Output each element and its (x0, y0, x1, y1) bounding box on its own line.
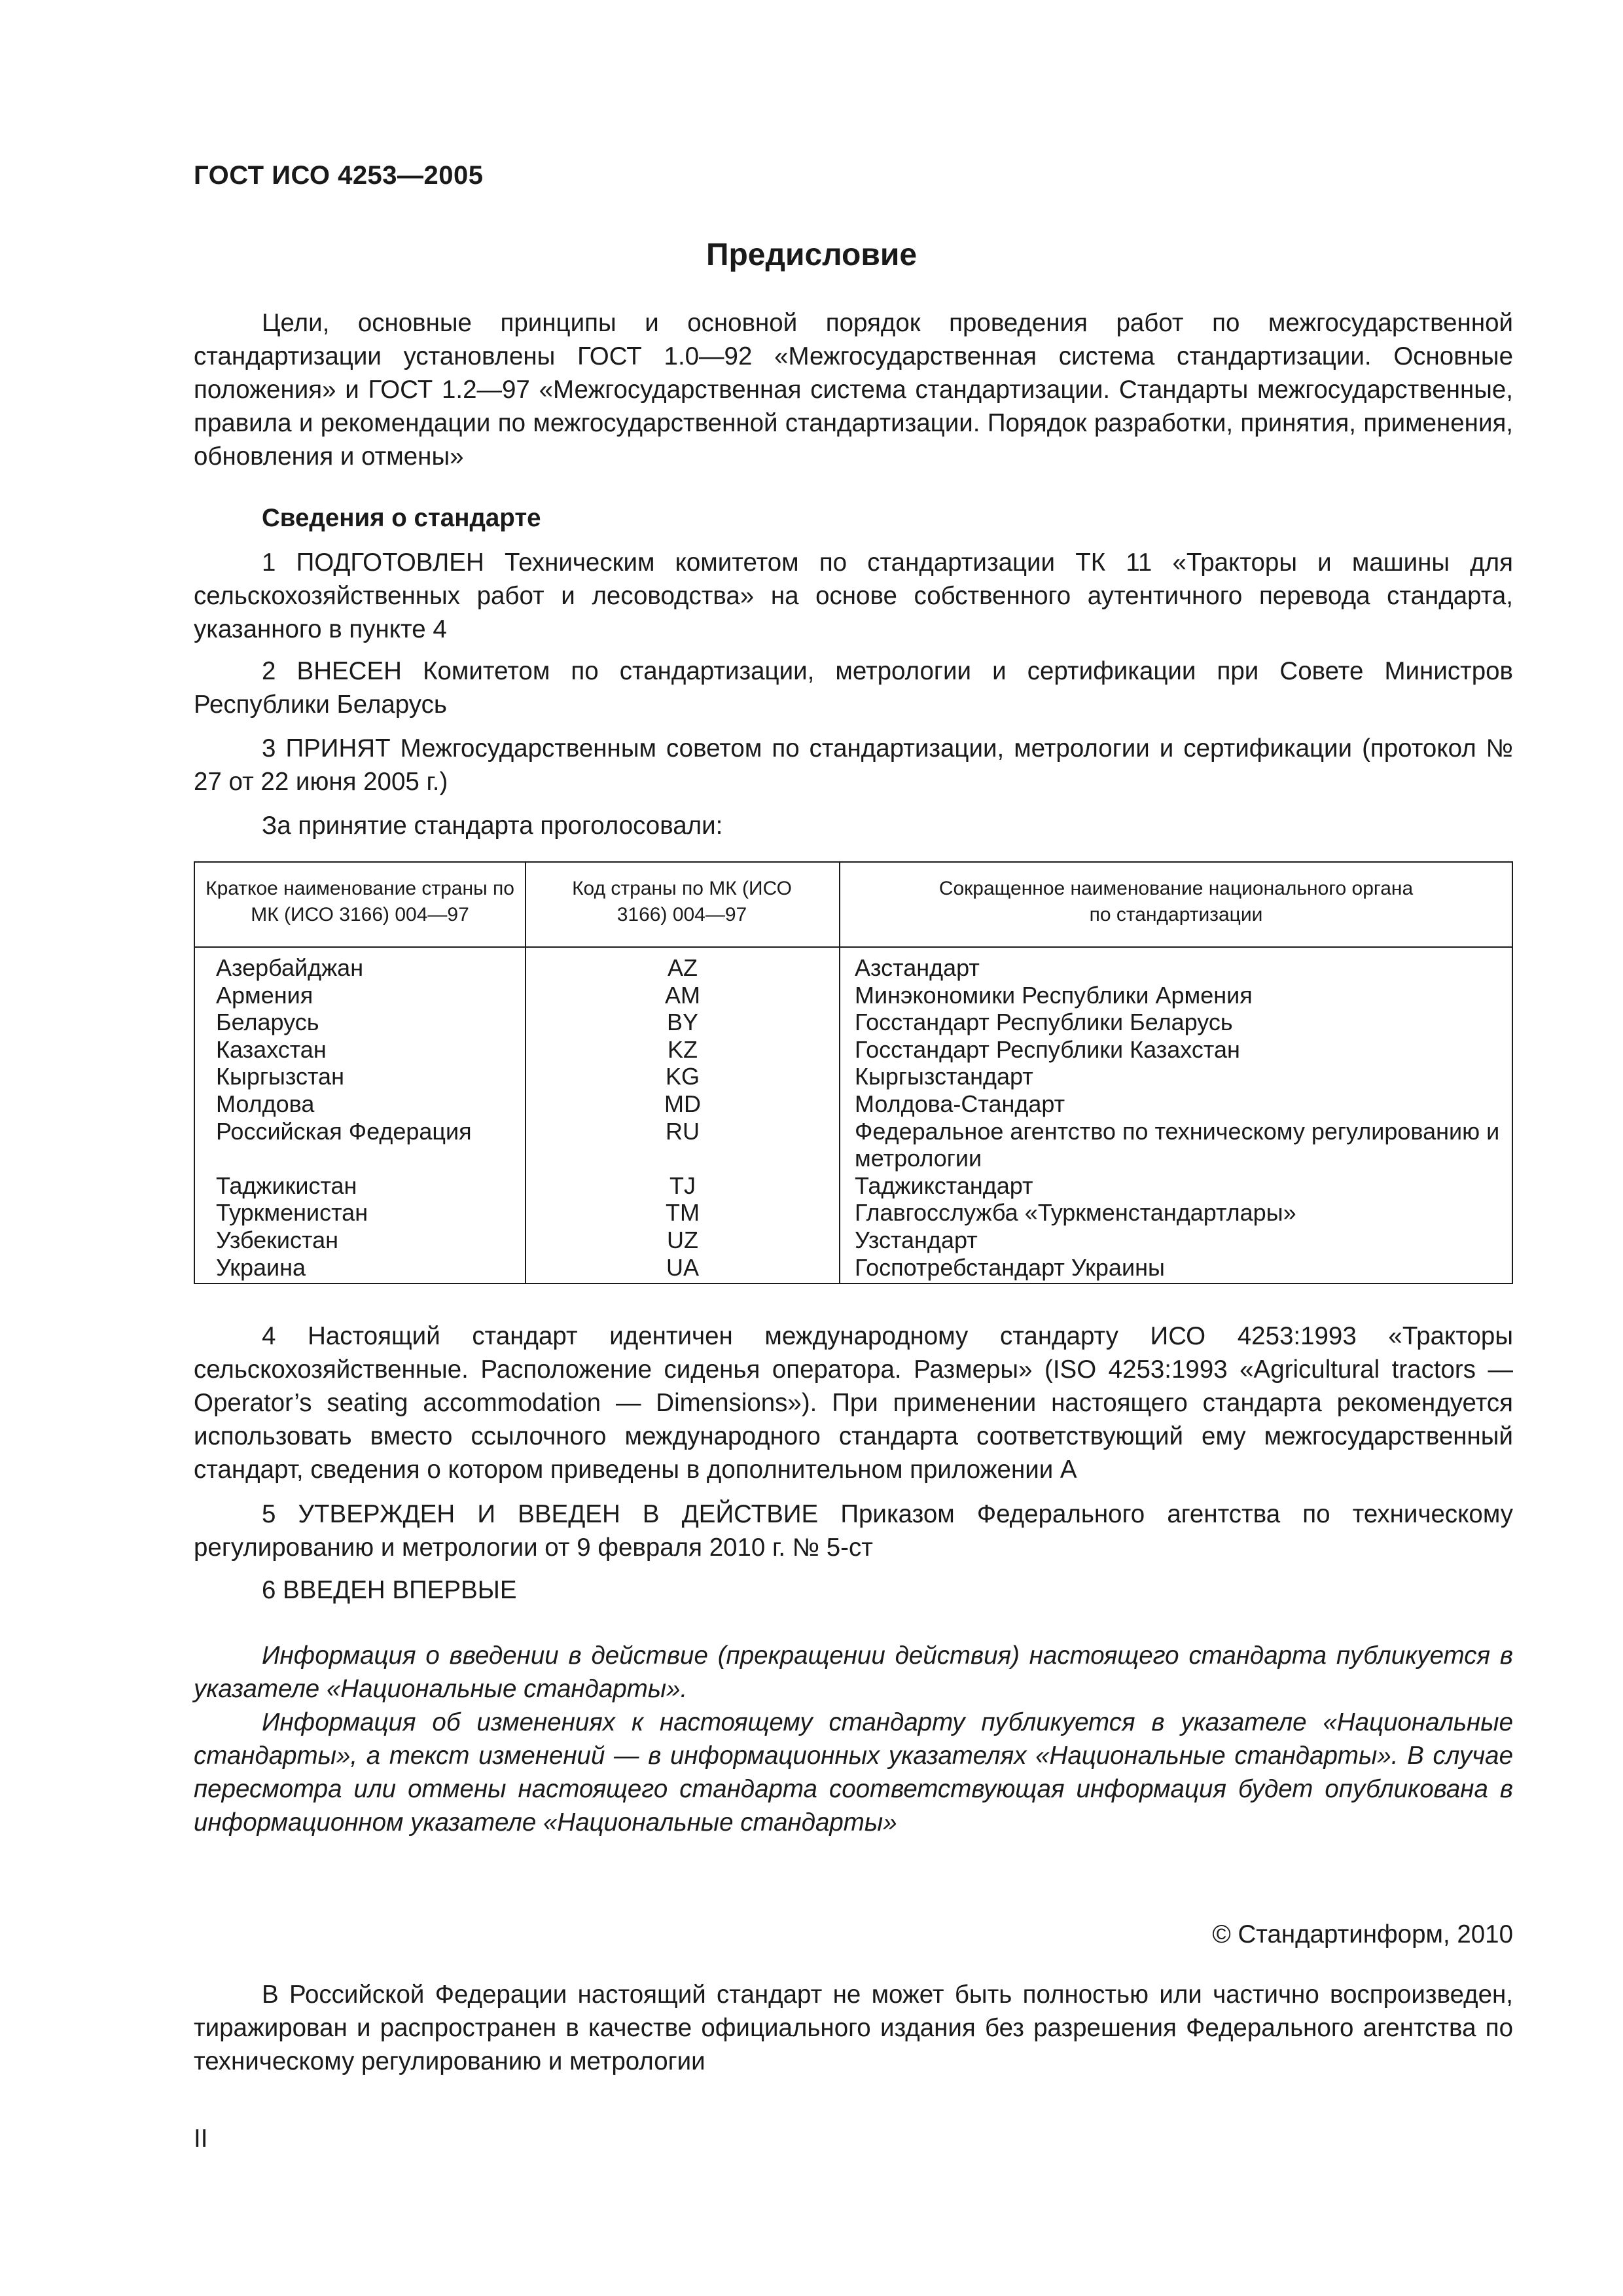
table-header-country: Краткое наименование страны по МК (ИСО 3166) 004—97 (205, 878, 514, 925)
standards-body: Кыргызстандарт (855, 1063, 1033, 1090)
table-row (195, 1036, 1512, 1064)
standards-body: Азстандарт (855, 954, 980, 981)
table-header-divider (195, 946, 1512, 948)
standards-body: Госстандарт Республики Беларусь (855, 1009, 1233, 1036)
vote-intro (194, 809, 1513, 842)
item-6 (194, 1573, 1513, 1607)
table-row (195, 1090, 1512, 1118)
page-number: II (194, 2125, 208, 2153)
country-name: Российская Федерация (216, 1117, 472, 1145)
table-row (195, 1172, 1512, 1200)
item-3-text: 3 ПРИНЯТ Межгосударственным советом по стандартизации, метрологии и сертификации (протокол № 27 от 22 июня 2005 г.) (194, 734, 1513, 796)
country-code: UA (666, 1253, 699, 1281)
item-4-text: 4 Настоящий стандарт идентичен международному стандарту ИСО 4253:1993 «Тракторы сельскохозяйственные. Расположение сиденья оператора. Размеры» (ISO 4253:1993 «Agricultural tractors — Operator’s seating accommodation — Dimensions»). При применении настоящего стандарта рекомендуется использовать вместо ссылочного международного стандарта соответствующий ему межгосударственный стандарт, сведения о котором приведены в дополнительном приложении А (194, 1322, 1513, 1484)
table-row (195, 1254, 1512, 1282)
country-name: Молдова (216, 1090, 315, 1117)
country-code: MD (664, 1090, 701, 1117)
item-5-text: 5 УТВЕРЖДЕН И ВВЕДЕН В ДЕЙСТВИЕ Приказом Федерального агентства по техническому регулированию и метрологии от 9 февраля 2010 г. № 5-ст (194, 1500, 1513, 1562)
table-row (195, 1009, 1512, 1036)
country-name: Кыргызстан (216, 1063, 344, 1090)
item-4 (194, 1319, 1513, 1486)
country-name: Украина (216, 1253, 306, 1281)
table-row (195, 1199, 1512, 1227)
country-name: Беларусь (216, 1009, 319, 1036)
voting-table (194, 861, 1513, 1284)
standards-body: Федеральное агентство по техническому регулированию и метрологии (855, 1117, 1500, 1172)
table-body (195, 954, 1512, 1281)
item-5 (194, 1498, 1513, 1564)
country-name: Туркменистан (216, 1199, 368, 1227)
notice-1: Информация о введении в действие (прекращении действия) настоящего стандарта публикуется в указателе «Национальные стандарты». (194, 1641, 1513, 1703)
reproduction-notice (194, 1978, 1513, 2078)
item-1-text: 1 ПОДГОТОВЛЕН Техническим комитетом по стандартизации ТК 11 «Тракторы и машины для сельскохозяйственных работ и лесоводства» на основе собственного аутентичного перевода стандарта, указанного в пункте 4 (194, 548, 1513, 643)
country-code: KG (665, 1063, 700, 1090)
table-row (195, 982, 1512, 1009)
table-row (195, 1227, 1512, 1254)
item-2-text: 2 ВНЕСЕН Комитетом по стандартизации, метрологии и сертификации при Совете Министров Республики Беларусь (194, 657, 1513, 719)
standards-body: Узстандарт (855, 1226, 978, 1253)
standards-body: Таджикстандарт (855, 1172, 1033, 1199)
country-name: Азербайджан (216, 954, 364, 981)
country-name: Таджикистан (216, 1172, 357, 1199)
standards-body: Главгосслужба «Туркменстандартлары» (855, 1199, 1296, 1227)
country-code: TJ (669, 1172, 696, 1199)
country-code: TM (666, 1199, 700, 1227)
country-name: Армения (216, 981, 313, 1009)
section-heading: Сведения о стандарте (262, 504, 541, 532)
intro-text: Цели, основные принципы и основной порядок проведения работ по межгосударственной стандартизации установлены ГОСТ 1.0—92 «Межгосударственная система стандартизации. Основные положения» и ГОСТ 1.2—97 «Межгосударственная система стандартизации. Стандарты межгосударственные, правила и рекомендации по межгосударственной стандартизации. Порядок разработки, принятия, применения, обновления и отмены» (194, 309, 1513, 471)
vote-intro-text: За принятие стандарта проголосовали: (262, 812, 723, 840)
table-header-code: Код страны по МК (ИСО 3166) 004—97 (572, 878, 792, 925)
table-row (195, 1063, 1512, 1090)
country-name: Казахстан (216, 1035, 327, 1063)
country-code: BY (666, 1009, 699, 1036)
country-code: UZ (667, 1226, 698, 1253)
item-1 (194, 546, 1513, 646)
country-code: KZ (667, 1035, 698, 1063)
item-3 (194, 732, 1513, 798)
country-name: Узбекистан (216, 1226, 339, 1253)
item-2 (194, 655, 1513, 721)
page-title: Предисловие (705, 238, 918, 272)
notice-2: Информация об изменениях к настоящему стандарту публикуется в указателе «Национальные стандарты», а текст изменений — в информационных указателях «Национальные стандарты». В случае пересмотра или отмены настоящего стандарта соответствующая информация будет опубликована в информационном указателе «Национальные стандарты» (194, 1708, 1513, 1837)
standards-body: Минэкономики Республики Армения (855, 981, 1253, 1009)
country-code: AM (665, 981, 700, 1009)
item-6-text: 6 ВВЕДЕН ВПЕРВЫЕ (262, 1576, 517, 1604)
document-id: ГОСТ ИСО 4253—2005 (194, 161, 484, 190)
reproduction-notice-text: В Российской Федерации настоящий стандарт не может быть полностью или частично воспроизведен, тиражирован и распространен в качестве официального издания без разрешения Федерального агентства по техническому регулированию и метрологии (194, 1981, 1513, 2075)
table-header-body: Сокращенное наименование национального органа по стандартизации (938, 878, 1414, 925)
table-row (195, 1118, 1512, 1172)
intro-paragraph (194, 306, 1513, 473)
standards-body: Госстандарт Республики Казахстан (855, 1035, 1240, 1063)
table-row (195, 954, 1512, 982)
notice-block (194, 1639, 1513, 1839)
copyright: © Стандартинформ, 2010 (1212, 1920, 1513, 1948)
standards-body: Госпотребстандарт Украины (855, 1253, 1165, 1281)
country-code: AZ (667, 954, 698, 981)
standards-body: Молдова-Стандарт (855, 1090, 1065, 1117)
country-code: RU (666, 1117, 700, 1145)
